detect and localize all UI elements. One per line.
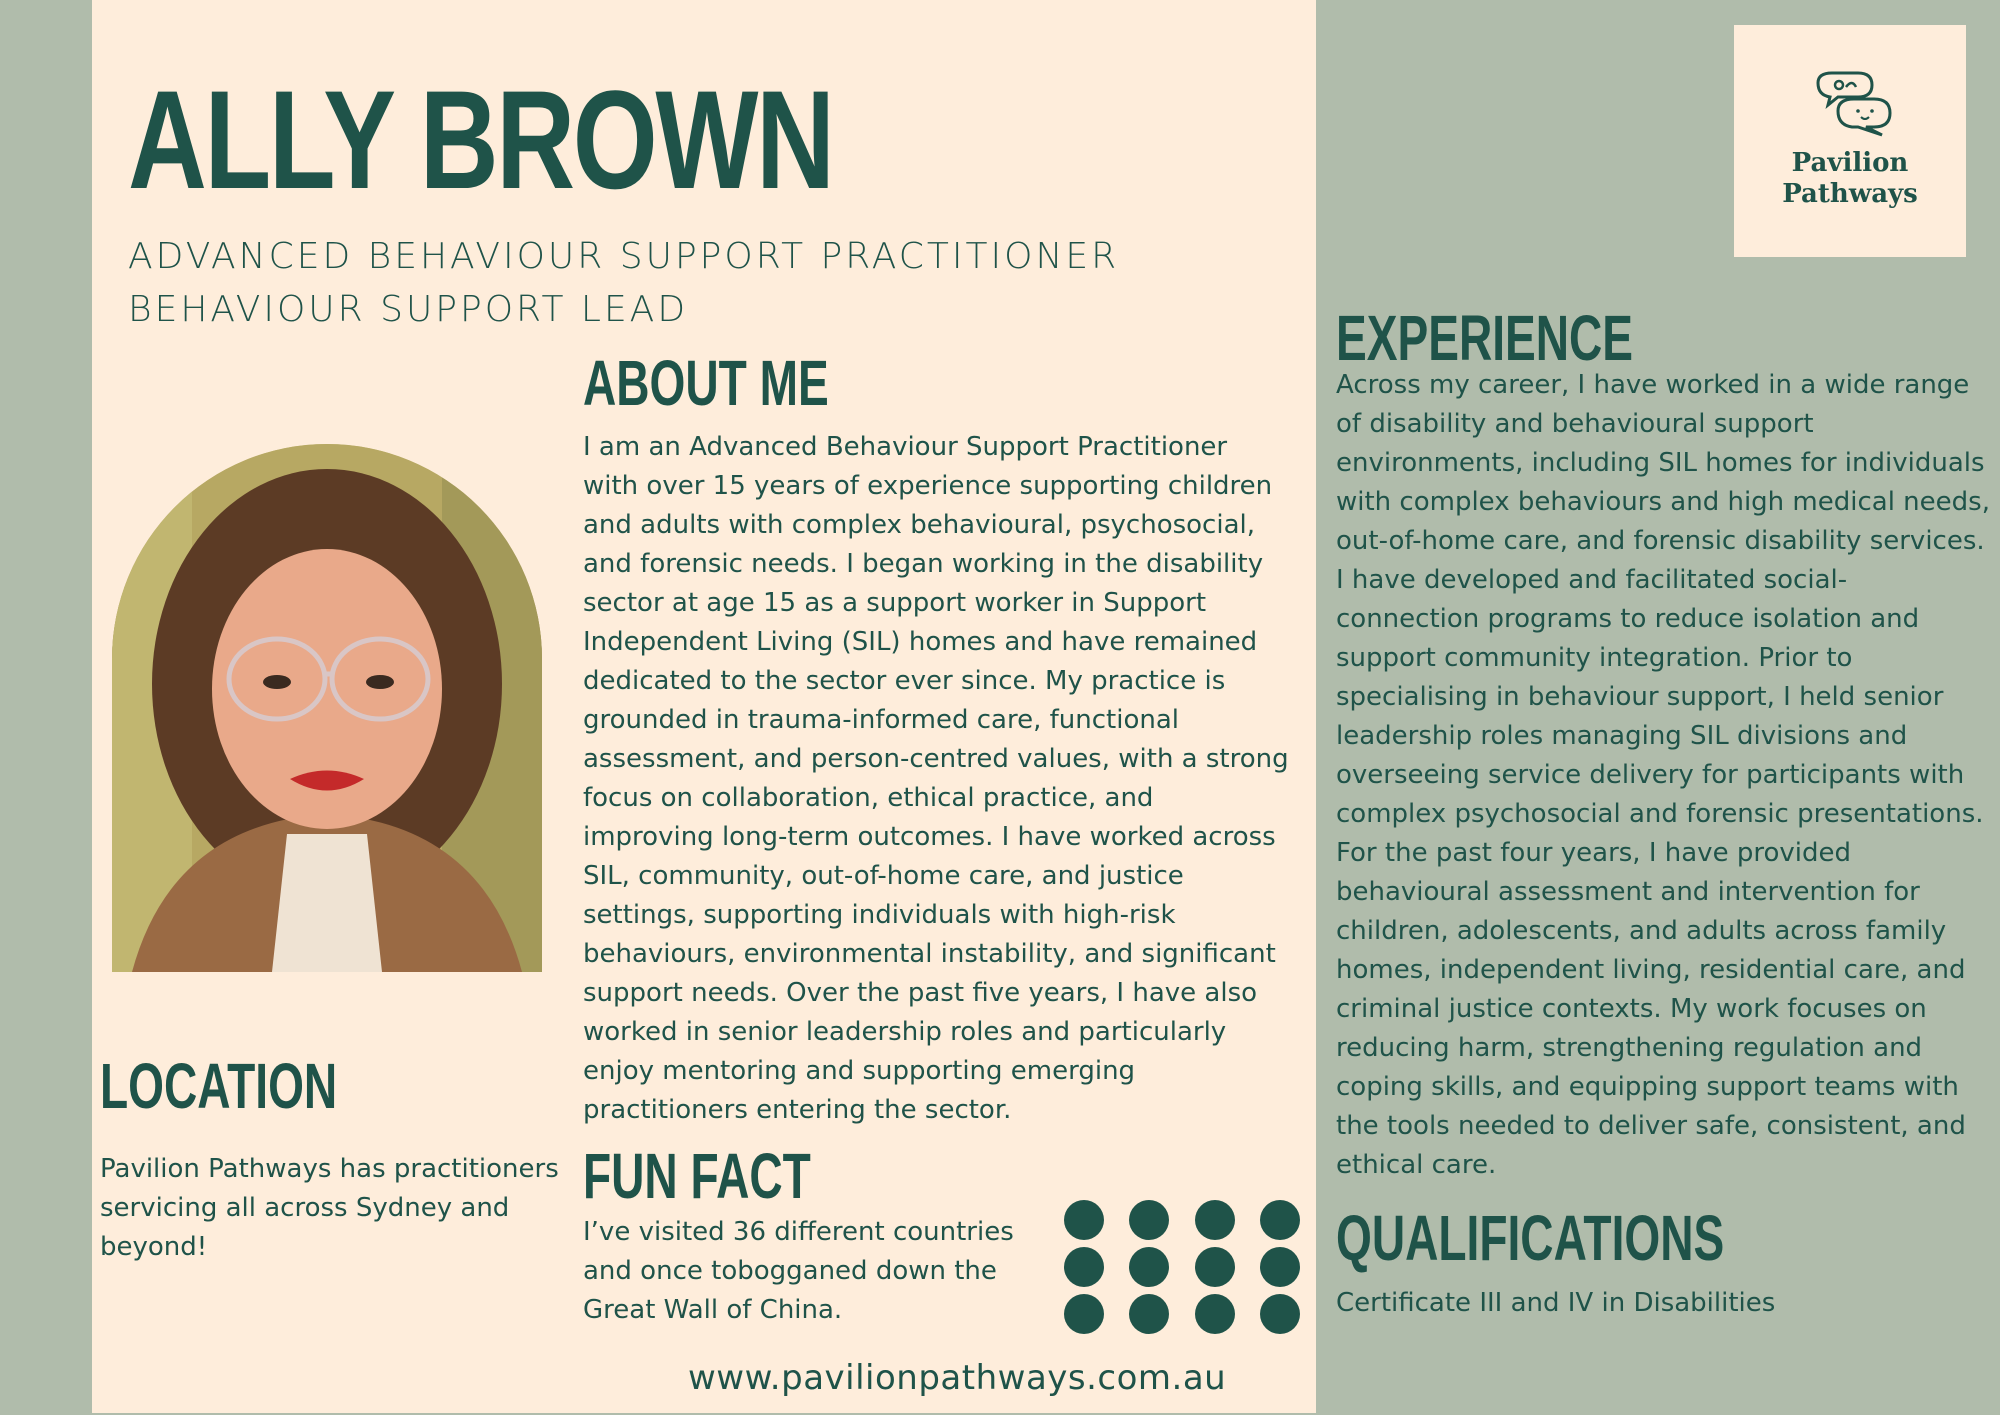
location-heading: LOCATION bbox=[100, 1050, 338, 1122]
role-line-2: BEHAVIOUR SUPPORT LEAD bbox=[128, 289, 689, 330]
fun-fact-line: Great Wall of China. bbox=[583, 1295, 843, 1325]
decorative-dot bbox=[1195, 1247, 1235, 1287]
portrait-illustration bbox=[112, 444, 542, 972]
decorative-dot bbox=[1064, 1247, 1104, 1287]
about-line: sector at age 15 as a support worker in Support bbox=[583, 588, 1207, 618]
about-line: and forensic needs. I began working in the disability bbox=[583, 549, 1264, 579]
experience-line: ethical care. bbox=[1336, 1150, 1497, 1180]
about-line: and adults with complex behavioural, psychosocial, bbox=[583, 510, 1255, 540]
about-line: enjoy mentoring and supporting emerging bbox=[583, 1056, 1136, 1086]
about-line: support needs. Over the past five years, I have also bbox=[583, 978, 1258, 1008]
about-line: focus on collaboration, ethical practice, and bbox=[583, 783, 1154, 813]
location-line: Pavilion Pathways has practitioners bbox=[100, 1154, 559, 1184]
logo-line-2: Pathways bbox=[1782, 179, 1918, 209]
experience-line: leadership roles managing SIL divisions and bbox=[1336, 721, 1908, 751]
about-line: with over 15 years of experience supporting children bbox=[583, 471, 1273, 501]
role-line-1: ADVANCED BEHAVIOUR SUPPORT PRACTITIONER bbox=[128, 236, 1120, 277]
experience-line: of disability and behavioural support bbox=[1336, 409, 1814, 439]
experience-line: overseeing service delivery for participants with bbox=[1336, 760, 1965, 790]
about-line: grounded in trauma-informed care, functional bbox=[583, 705, 1179, 735]
logo-wordmark bbox=[1734, 148, 1966, 210]
decorative-dot bbox=[1129, 1294, 1169, 1334]
about-line: worked in senior leadership roles and particularly bbox=[583, 1017, 1227, 1047]
experience-line: support community integration. Prior to bbox=[1336, 643, 1853, 673]
decorative-dot bbox=[1195, 1294, 1235, 1334]
decorative-dot bbox=[1129, 1200, 1169, 1240]
logo-line-1: Pavilion bbox=[1791, 148, 1909, 178]
fun-fact-text bbox=[583, 1213, 1053, 1330]
website-link[interactable]: www.pavilionpathways.com.au bbox=[688, 1358, 1227, 1398]
decorative-dot bbox=[1064, 1294, 1104, 1334]
about-line: behaviours, environmental instability, and significant bbox=[583, 939, 1276, 969]
about-line: I am an Advanced Behaviour Support Practitioner bbox=[583, 432, 1228, 462]
experience-line: Across my career, I have worked in a wide range bbox=[1336, 370, 1970, 400]
experience-line: behavioural assessment and intervention for bbox=[1336, 877, 1920, 907]
about-line: SIL, community, out-of-home care, and justice bbox=[583, 861, 1184, 891]
experience-line: specialising in behaviour support, I held senior bbox=[1336, 682, 1944, 712]
decorative-dot bbox=[1260, 1247, 1300, 1287]
about-line: dedicated to the sector ever since. My practice is bbox=[583, 666, 1226, 696]
experience-line: connection programs to reduce isolation and bbox=[1336, 604, 1920, 634]
experience-text bbox=[1336, 366, 1996, 1185]
experience-line: out-of-home care, and forensic disability services. bbox=[1336, 526, 1985, 556]
about-line: Independent Living (SIL) homes and have remained bbox=[583, 627, 1258, 657]
qualifications-heading: QUALIFICATIONS bbox=[1336, 1202, 1725, 1274]
experience-line: coping skills, and equipping support teams with bbox=[1336, 1072, 1959, 1102]
about-line: settings, supporting individuals with high-risk bbox=[583, 900, 1176, 930]
experience-line: with complex behaviours and high medical needs, bbox=[1336, 487, 1990, 517]
experience-line: For the past four years, I have provided bbox=[1336, 838, 1851, 868]
fun-fact-line: I’ve visited 36 different countries bbox=[583, 1217, 1014, 1247]
about-text bbox=[583, 428, 1303, 1130]
experience-line: environments, including SIL homes for individuals bbox=[1336, 448, 1985, 478]
about-heading: ABOUT ME bbox=[583, 347, 829, 419]
experience-line: the tools needed to deliver safe, consistent, and bbox=[1336, 1111, 1966, 1141]
experience-line: children, adolescents, and adults across family bbox=[1336, 916, 1947, 946]
decorative-dot bbox=[1129, 1247, 1169, 1287]
company-logo bbox=[1734, 25, 1966, 257]
experience-line: criminal justice contexts. My work focuses on bbox=[1336, 994, 1927, 1024]
speech-bubbles-icon bbox=[1734, 25, 1966, 257]
decorative-dot bbox=[1195, 1200, 1235, 1240]
experience-line: reducing harm, strengthening regulation and bbox=[1336, 1033, 1923, 1063]
decorative-dot bbox=[1260, 1200, 1300, 1240]
experience-line: homes, independent living, residential care, and bbox=[1336, 955, 1966, 985]
location-text bbox=[100, 1150, 570, 1267]
experience-line: I have developed and facilitated social- bbox=[1336, 565, 1848, 595]
about-line: assessment, and person-centred values, with a strong bbox=[583, 744, 1289, 774]
about-line: improving long-term outcomes. I have worked across bbox=[583, 822, 1276, 852]
profile-name: ALLY BROWN bbox=[128, 61, 833, 218]
location-line: beyond! bbox=[100, 1232, 208, 1262]
qualifications-text: Certificate III and IV in Disabilities bbox=[1336, 1288, 1776, 1318]
fun-fact-heading: FUN FACT bbox=[583, 1140, 811, 1212]
location-line: servicing all across Sydney and bbox=[100, 1193, 510, 1223]
fun-fact-line: and once tobogganed down the bbox=[583, 1256, 997, 1286]
decorative-dot bbox=[1064, 1200, 1104, 1240]
profile-photo bbox=[112, 444, 542, 972]
decorative-dot bbox=[1260, 1294, 1300, 1334]
experience-line: complex psychosocial and forensic presentations. bbox=[1336, 799, 1984, 829]
experience-heading: EXPERIENCE bbox=[1336, 302, 1634, 374]
about-line: practitioners entering the sector. bbox=[583, 1095, 1012, 1125]
